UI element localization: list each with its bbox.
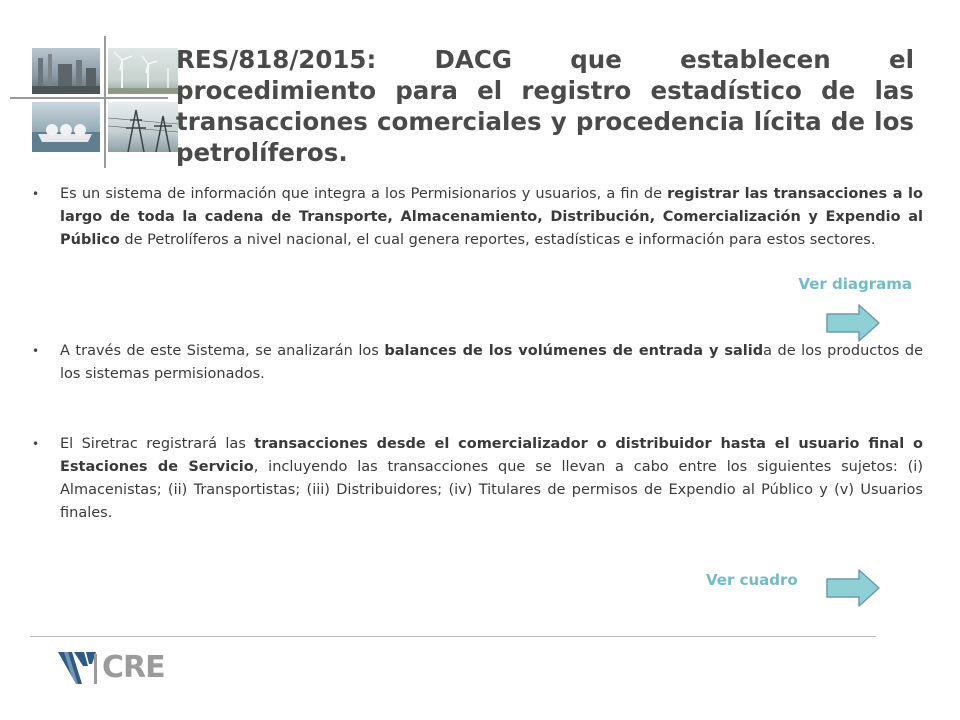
cre-logo-mark-icon — [58, 650, 100, 686]
list-item — [30, 183, 923, 252]
bullet-text — [60, 340, 923, 386]
mosaic-horizontal-divider — [10, 97, 168, 99]
view-table-link[interactable]: Ver cuadro — [706, 571, 798, 589]
bullet-plain-text: , incluyendo las transacciones que se llevan a cabo entre los siguientes sujetos: (i) Almacenistas; (ii) Transportistas; (iii) Distribuidores; (iv) Titulares de permisos de Expendio al Público y (v) Usuarios finales. — [60, 459, 923, 521]
mosaic-vertical-divider — [104, 36, 106, 168]
refinery-photo-tile — [32, 48, 100, 94]
bullet-bold-text: balances de los volúmenes de entrada y salid — [384, 343, 764, 359]
lng-tanker-photo-tile — [32, 102, 100, 152]
footer-divider — [30, 636, 876, 637]
list-item — [30, 433, 923, 525]
right-arrow-icon — [825, 303, 881, 343]
bullet-bold-text: transacciones desde el comercializador o distribuidor hasta el usuario final o Estaciones de Servicio — [60, 436, 923, 475]
page-title: RES/818/2015: DACG que establecen el procedimiento para el registro estadístico de las transacciones comerciales y procedencia lícita de los petrolíferos. — [176, 45, 914, 167]
bullet-plain-text: a de los productos de los sistemas permisionados. — [60, 343, 923, 382]
bullet-plain-text: El Siretrac registrará las — [60, 436, 255, 452]
bullet-dot-icon: • — [32, 187, 40, 201]
list-item — [30, 340, 923, 386]
power-lines-photo-tile — [108, 102, 178, 152]
bullet-plain-text: A través de este Sistema, se analizarán los — [60, 343, 385, 359]
bullet-plain-text: de Petrolíferos a nivel nacional, el cual genera reportes, estadísticas e información para estos sectores. — [119, 232, 876, 248]
bullet-bold-text: registrar las transacciones a lo largo de toda la cadena de Transporte, Almacenamiento, Distribución, Comercialización y Expendio al Público — [60, 186, 923, 248]
view-diagram-arrow-button[interactable] — [825, 303, 881, 343]
right-arrow-icon — [825, 568, 881, 608]
bullet-text — [60, 183, 923, 252]
bullet-text — [60, 433, 923, 525]
wind-turbines-photo-tile — [108, 48, 178, 94]
bullet-plain-text: Es un sistema de información que integra a los Permisionarios y usuarios, a fin de — [60, 186, 668, 202]
view-table-arrow-button[interactable] — [825, 568, 881, 608]
cre-logo-text: CRE — [102, 650, 165, 685]
cre-logo — [58, 650, 188, 688]
bullet-dot-icon: • — [32, 437, 40, 451]
view-diagram-link[interactable]: Ver diagrama — [798, 275, 912, 293]
bullet-dot-icon: • — [32, 344, 40, 358]
header-photo-mosaic — [10, 36, 170, 168]
